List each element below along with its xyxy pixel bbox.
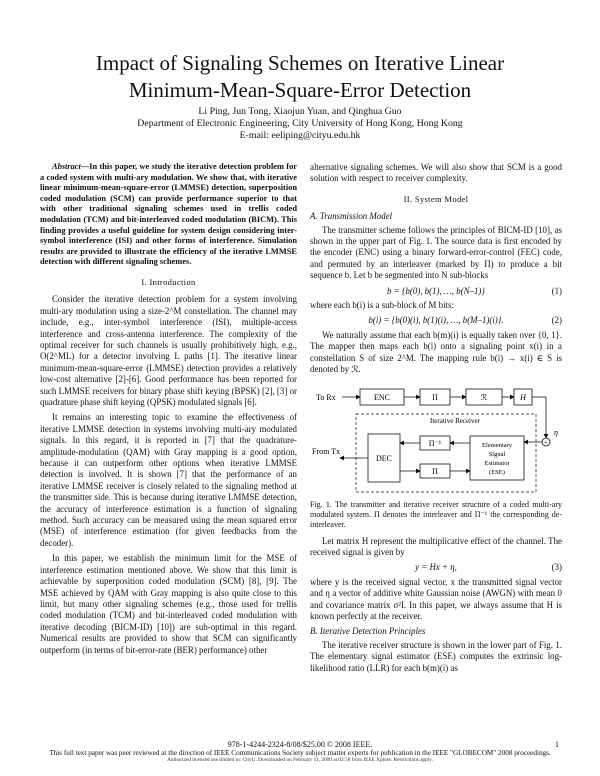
rx-paragraph-1: The iterative receiver structure is shown in the lower part of Fig. 1. The elementary signal estimator (ESE) computes the extrinsic log-likelihood ratio (LLR) for each b(m)(i) as bbox=[310, 639, 562, 673]
license-notice: Authorized licensed use limited to: CityU. Downloaded on February 11, 2009 at 02:58 from IEEE Xplore. Restrictions apply. bbox=[167, 757, 433, 763]
channel-paragraph-1: Let matrix H represent the multiplicative effect of the channel. The received signal is given by bbox=[310, 535, 562, 557]
intro-paragraph-1: Consider the iterative detection problem for a system involving multi-ary modulation using a size-2^M constellation. The channel may include, e.g., inter-symbol interference (ISI), multiple-access interference and cross-antenna interference. The complexity of the optimal receiver for such channels is usually prohibitively high, e.g., O(2^ML) for a detector involving L paths [1]. The iterative linear minimum-mean-square-error (LMMSE) detection provides a relatively low-cost alternative [2]-[6]. Good performance has been reported for such LMMSE receivers for binary phase shift keying (BPSK) [2], [3] or quadrature phase shift keying (QPSK) modulated signals [6]. bbox=[40, 294, 297, 407]
equation-3 bbox=[310, 562, 562, 573]
enc-label: ENC bbox=[374, 392, 390, 402]
interleaver-label: Π bbox=[432, 392, 438, 402]
equation-1 bbox=[310, 286, 562, 297]
affiliation: Department of Electronic Engineering, City University of Hong Kong, Hong Kong bbox=[137, 118, 463, 129]
title-line-1: Impact of Signaling Schemes on Iterative Linear bbox=[95, 51, 505, 75]
equation-3-number: (3) bbox=[551, 562, 562, 573]
author-block bbox=[0, 106, 600, 142]
subsection-iterative-detection: B. Iterative Detection Principles bbox=[310, 626, 426, 637]
right-paragraph-continued: alternative signaling schemes. We will also show that SCM is a good solution with respect to receiver complexity. bbox=[310, 162, 562, 184]
deinterleaver-label: Π⁻¹ bbox=[428, 438, 442, 448]
section-heading-intro: I. Introduction bbox=[141, 276, 196, 287]
equation-1-number: (1) bbox=[551, 285, 562, 296]
ese-line-1: Elementary bbox=[482, 441, 512, 449]
dec-label: DEC bbox=[376, 453, 392, 463]
ese-line-3: Estimator bbox=[484, 459, 510, 467]
authors: Li Ping, Jun Tong, Xiaojun Yuan, and Qinghua Guo bbox=[198, 106, 402, 117]
abstract bbox=[40, 162, 297, 268]
subsection-transmission-model: A. Transmission Model bbox=[310, 211, 393, 222]
page-number: 1 bbox=[555, 740, 559, 749]
to-rx-label: To Rx bbox=[316, 392, 336, 402]
figure-1-caption: Fig. 1. The transmitter and iterative receiver structure of a coded multi-ary modulated system. Π denotes the interleaver and Π⁻¹ the corresponding de-interleaver. bbox=[310, 499, 562, 529]
right-column bbox=[310, 162, 562, 678]
intro-paragraph-3: In this paper, we establish the minimum limit for the MSE of interference estimation mentioned above. We show that this limit is achievable by superposition coded modulation (SCM) [8], [9]. The MSE achieved by QAM with Gray mapping is also quite close to this limit, but many other signaling schemes (e.g., those used for trellis coded modulation (TCM) and bit-interleaved coded modulation with iterative decoding (BICM-ID) [10]) are sub-optimal in this regard. Numerical results are provided to show that SCM can significantly outperform (in terms of bit-error-rate (BER) performance) other bbox=[40, 553, 297, 655]
equation-2-body: b(i) = {b(0)(i), b(1)(i), …, b(M–1)(i)}. bbox=[368, 315, 504, 326]
paper-title bbox=[0, 50, 600, 104]
abstract-text: —In this paper, we study the iterative detection problem for a coded system with multi-ary modulation. We show that, with iterative linear minimum-mean-square-error (LMMSE) detection, superposition coded modulation (SCM) can provide performance superior to that with other traditional signaling schemes used in trellis coded modulation (TCM) and bit-interleaved coded modulation (BICM). This finding provides a useful guideline for system design considering inter-symbol interference (ISI) and other forms of interference. Simulation results are provided to illustrate the efficiency of the iterative LMMSE detection with different signaling schemes. bbox=[40, 162, 297, 267]
plus-icon: + bbox=[544, 438, 548, 446]
ese-line-4: (ESE) bbox=[489, 468, 505, 476]
equation-1-body: b = {b(0), b(1), …, b(N–1)} bbox=[387, 285, 485, 296]
ese-line-2: Signal bbox=[488, 450, 506, 458]
mapper-label: ℛ bbox=[480, 392, 488, 402]
feedback-interleaver-label: Π bbox=[432, 466, 438, 476]
section-heading-system-model: II. System Model bbox=[403, 193, 469, 204]
copyright-line: 978-1-4244-2324-8/08/$25.00 © 2008 IEEE. bbox=[227, 740, 373, 749]
left-column bbox=[40, 162, 297, 660]
equation-2-number: (2) bbox=[551, 315, 562, 326]
noise-label: η bbox=[554, 427, 558, 437]
figure-1 bbox=[310, 384, 562, 496]
equation-1-text: where each b(i) is a sub-block of M bits: bbox=[310, 300, 454, 311]
channel-paragraph-2: where y is the received signal vector, x the transmitted signal vector and η a vector of additive white Gaussian noise (AWGN) with mean 0 and covariance matrix σ²I. In this paper, we always assume that H is known perfectly at the receiver. bbox=[310, 576, 562, 621]
block-diagram bbox=[310, 384, 562, 496]
tx-paragraph-1: The transmitter scheme follows the principles of BICM-ID [10], as shown in the upper part of Fig. 1. The source data is first encoded by the encoder (ENC) using a binary forward-error-control (FEC) code, and permuted by an interleaver (marked by Π) to produce a bit sequence b. Let b be segmented into N sub-blocks bbox=[310, 224, 562, 281]
tx-paragraph-2: We naturally assume that each b(m)(i) is equally taken over {0, 1}. The mapper then maps each b(i) onto a signaling point x(i) in a constellation S of size 2^M. The mapping rule b(i) → x(i) ∈ S is denoted by ℛ. bbox=[310, 329, 562, 375]
intro-paragraph-2: It remains an interesting topic to examine the effectiveness of iterative LMMSE detection in systems involving multi-ary modulated signals. In this regard, it is reported in [7] that the quadrature-amplitude-modulation (QAM) with Gray mapping is a good option, because it can outperform other options when iterative LMMSE detection is involved. It is shown [7] that the performance of an iterative LMMSE receiver is closely related to the signaling method at the transmitter side. This is because during iterative LMMSE detection, the accuracy of interference estimation is a function of signaling method. Such accuracy can be measured using the mean squared error (MSE) of interference estimation (for given feedbacks from the decoder). bbox=[40, 412, 297, 548]
equation-3-body: y = Hx + η, bbox=[415, 562, 457, 573]
peer-review-notice: This full text paper was peer reviewed at the direction of IEEE Communications Society subject matter experts for publication in the IEEE "GLOBECOM" 2008 proceedings. bbox=[49, 749, 551, 757]
abstract-label: Abstract bbox=[52, 162, 81, 171]
receiver-label: Iterative Receiver bbox=[430, 416, 480, 425]
from-tx-label: From Tx bbox=[312, 446, 341, 456]
email[interactable]: E-mail: eeliping@cityu.edu.hk bbox=[239, 130, 361, 141]
equation-2 bbox=[310, 315, 562, 326]
title-line-2: Minimum-Mean-Square-Error Detection bbox=[128, 78, 472, 102]
channel-label: H bbox=[520, 392, 526, 402]
